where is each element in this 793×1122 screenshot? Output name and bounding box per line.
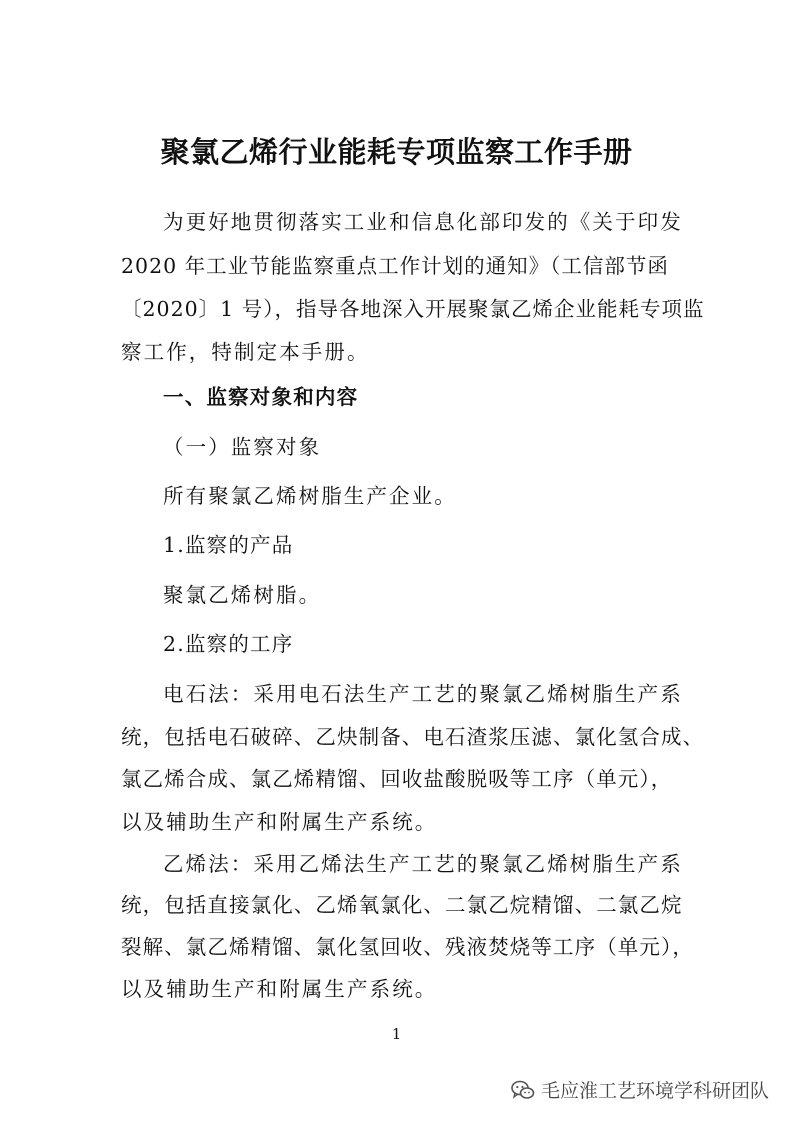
subsection-text: 所有聚氯乙烯树脂生产企业。 bbox=[163, 484, 457, 508]
ethylene-line-4: 以及辅助生产和附属生产系统。 bbox=[121, 977, 438, 1001]
intro-line-4: 察工作，特制定本手册。 bbox=[121, 340, 370, 364]
document-title: 聚氯乙烯行业能耗专项监察工作手册 bbox=[160, 135, 633, 169]
watermark bbox=[511, 1076, 769, 1103]
watermark-text: 毛应淮工艺环境学科研团队 bbox=[540, 1080, 769, 1102]
carbide-line-2: 统，包括电石破碎、乙炔制备、电石渣浆压滤、氯化氢合成、 bbox=[121, 725, 705, 749]
subsection-heading: （一）监察对象 bbox=[163, 435, 322, 459]
item-text-1: 聚氯乙烯树脂。 bbox=[163, 583, 322, 607]
item-heading-1: 1.监察的产品 bbox=[163, 533, 294, 557]
intro-line-1: 为更好地贯彻落实工业和信息化部印发的《关于印发 bbox=[163, 210, 683, 234]
item-heading-2: 2.监察的工序 bbox=[163, 632, 294, 656]
ethylene-line-1: 乙烯法：采用乙烯法生产工艺的聚氯乙烯树脂生产系 bbox=[163, 852, 683, 876]
intro-line-3: 〔2020〕1 号），指导各地深入开展聚氯乙烯企业能耗专项监 bbox=[121, 297, 705, 321]
ethylene-line-2: 统，包括直接氯化、乙烯氧氯化、二氯乙烷精馏、二氯乙烷 bbox=[121, 893, 683, 917]
ethylene-line-3: 裂解、氯乙烯精馏、氯化氢回收、残液焚烧等工序（单元）， bbox=[121, 935, 694, 959]
page-number: 1 bbox=[391, 1025, 402, 1043]
intro-line-2: 2020 年工业节能监察重点工作计划的通知》（工信部节函 bbox=[121, 254, 669, 278]
wechat-icon bbox=[511, 1079, 535, 1101]
carbide-line-4: 以及辅助生产和附属生产系统。 bbox=[121, 810, 438, 834]
carbide-line-1: 电石法：采用电石法生产工艺的聚氯乙烯树脂生产系 bbox=[163, 682, 683, 706]
carbide-line-3: 氯乙烯合成、氯乙烯精馏、回收盐酸脱吸等工序（单元）， bbox=[121, 767, 673, 791]
section-heading: 一、监察对象和内容 bbox=[163, 385, 359, 409]
